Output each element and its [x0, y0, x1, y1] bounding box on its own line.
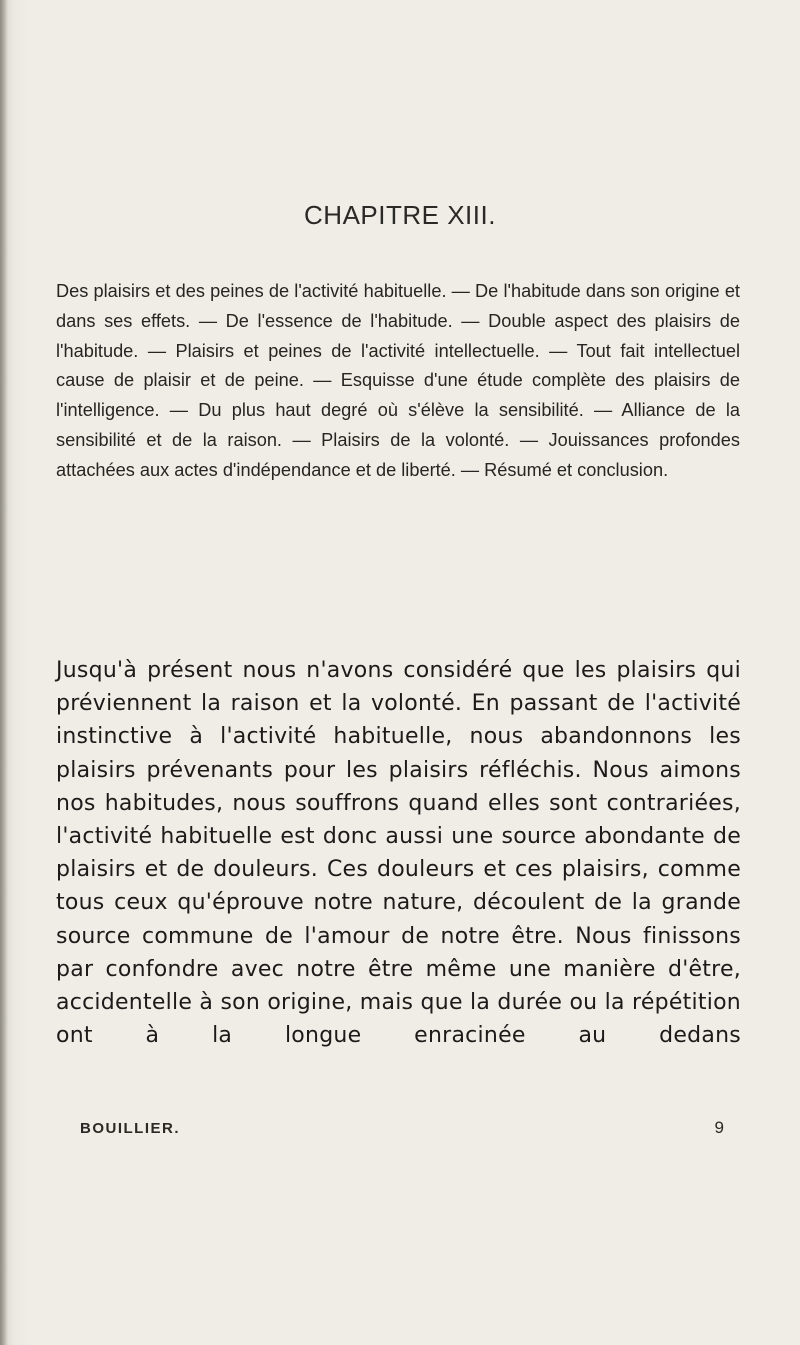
printer-signature: BOUILLIER. — [80, 1120, 180, 1137]
sheet-number: 9 — [714, 1118, 724, 1137]
chapter-summary: Des plaisirs et des peines de l'activité habituelle. — De l'habitude dans son origine et dans ses effets. — De l'essence de l'habitude. — Double aspect des plaisirs de l'habitude. — Plaisirs et peines de l'activité intellectuelle. — Tout fait intellectuel cause de plaisir et de peine. — Esquisse d'une étude complète des plaisirs de l'intelligence. — Du plus haut degré où s'élève la sensibilité. — Alliance de la sensibilité et de la raison. — Plaisirs de la volonté. — Jouissances profondes attachées aux actes d'indépendance et de liberté. — Résumé et conclusion. — [56, 281, 740, 480]
body-paragraph: Jusqu'à présent nous n'avons considéré que les plaisirs qui préviennent la raison et la volonté. En passant de l'activité instinctive à l'activité habituelle, nous abandonnons les plaisirs prévenants pour les plaisirs réfléchis. Nous aimons nos habitudes, nous souffrons quand elles sont contrariées, l'activité habituelle est donc aussi une source abondante de plaisirs et de douleurs. Ces douleurs et ces plaisirs, comme tous ceux qu'éprouve notre nature, découlent de la grande source commune de l'amour de notre être. Nous finissons par confondre avec notre être même une manière d'être, accidentelle à son origine, mais que la durée ou la répétition ont à la longue enracinée au dedans — [56, 658, 741, 1049]
chapter-title: CHAPITRE XIII. — [304, 200, 496, 230]
